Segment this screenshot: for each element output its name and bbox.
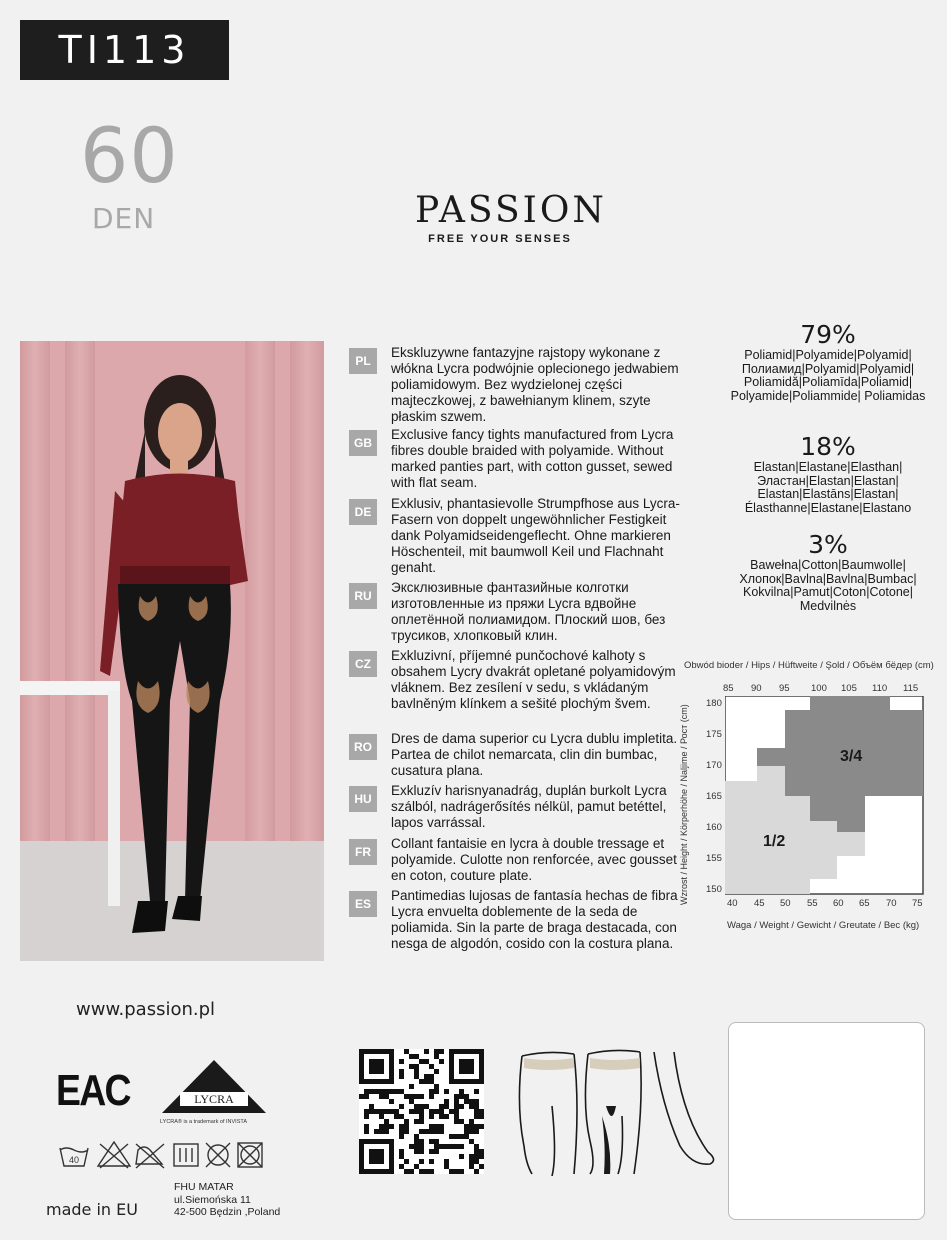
den-unit: DEN: [92, 202, 156, 235]
no-dry-clean-icon: [238, 1143, 262, 1167]
label-blank-box: [728, 1022, 925, 1220]
brand-logo: [415, 190, 607, 245]
description-text: Dres de dama superior cu Lycra dublu impletita. Partea de chilot nemarcata, clin din bumbac, cusatura plana.: [391, 731, 678, 778]
chart-hips-tick: 110: [872, 683, 888, 694]
lycra-logo-text: LYCRA: [194, 1092, 234, 1106]
address-line: FHU MATAR: [174, 1181, 234, 1193]
language-badge: CZ: [349, 651, 377, 677]
tights-silhouette-illustration: [512, 1046, 717, 1181]
product-code: TI113: [58, 28, 191, 72]
address-line: 42-500 Będzin ,Poland: [174, 1206, 281, 1218]
size-label-3-4: 3/4: [840, 748, 863, 765]
composition-item: [728, 320, 928, 403]
chart-weight-tick: 65: [859, 898, 870, 909]
care-symbols: [58, 1140, 268, 1175]
chart-title: Obwód bioder / Hips / Hüftweite / Şold / Объём бёдер (cm): [684, 660, 934, 671]
language-badge: ES: [349, 891, 377, 917]
language-badge: HU: [349, 786, 377, 812]
composition-materials: Bawełna|Cotton|Baumwolle| Хлопок|Bavlna|Bavlna|Bumbac| Kokvilna|Pamut|Coton|Cotone| Medvilnės: [739, 558, 917, 613]
address-line: ul.Siemońska 11: [174, 1193, 251, 1206]
composition-percent: 18%: [800, 432, 856, 461]
product-code-box: [20, 20, 229, 80]
description-text: Collant fantaisie en lycra à double tressage et polyamide. Culotte non renforcée, avec gousset en coton, couture plate.: [391, 836, 677, 883]
description-text: Exkluzivní, příjemné punčochové kalhoty s obsahem Lycry dvakrát opletané polyamidovým vláknem. Bez zesílení v sedu, s vkládaným bavlněným klínkem a sešité plochým švem.: [391, 648, 676, 711]
line-dry-icon: [174, 1144, 198, 1166]
composition-item: [728, 530, 928, 613]
chart-hips-tick: 105: [841, 683, 857, 694]
composition-percent: 79%: [800, 320, 856, 349]
description-text: Exclusive fancy tights manufactured from Lycra fibres double braided with polyamide. Without marked panties part, with cotton gusset, sewed with flat seam.: [391, 427, 674, 490]
language-badge: DE: [349, 499, 377, 525]
lycra-trademark-note: LYCRA® is a trademark of INVISTA: [160, 1119, 247, 1125]
den-value: 60: [80, 111, 179, 200]
chart-height-tick: 160: [706, 822, 722, 833]
brand-name: PASSION: [415, 190, 607, 231]
description-text: Pantimedias lujosas de fantasía hechas de fibra Lycra envuelta doblemente de la seda de poliamida. Sin la parte de braga destacada, con nesga de algodón, cosido con la costura plana.: [391, 888, 678, 951]
description-text: Exklusiv, phantasievolle Strumpfhose aus Lycra-Fasern von doppelt ungewöhnlicher Festigkeit dank Polyamidseidengeflecht. Ohne markieren Höschenteil, mit baumwoll Keil und Flachnaht genaht.: [391, 496, 680, 575]
chart-weight-tick: 45: [754, 898, 765, 909]
chart-weight-tick: 75: [912, 898, 923, 909]
chart-weight-tick: 60: [833, 898, 844, 909]
composition-item: [728, 432, 928, 515]
qr-code[interactable]: [359, 1049, 484, 1179]
language-badge: FR: [349, 839, 377, 865]
size-label-1-2: 1/2: [763, 833, 786, 850]
company-address: [174, 1181, 280, 1219]
chart-weight-tick: 40: [727, 898, 738, 909]
chart-hips-tick: 85: [723, 683, 734, 694]
composition-materials: Elastan|Elastane|Elasthan| Эластан|Elastan|Elastan| Elastan|Elastāns|Elastan| Élasthanne|Elastane|Elastano: [744, 460, 912, 515]
size-chart: [725, 696, 925, 896]
composition-percent: 3%: [808, 530, 848, 559]
chart-weight-tick: 55: [807, 898, 818, 909]
description-text: Ekskluzywne fantazyjne rajstopy wykonane z włókna Lycra podwójnie oplecionego jedwabiem poliamidowym. Bez wydzielonej części majteczkowej, z bawełnianym klinem, szyte płaskim szwem.: [391, 345, 679, 424]
chart-height-tick: 180: [706, 698, 722, 709]
description-text: Exkluzív harisnyanadrág, duplán burkolt Lycra szálból, nadrágerősítés nélkül, pamut betéttel, lapos varrással.: [391, 783, 667, 830]
wash-temp: 40: [68, 1155, 80, 1165]
chart-x-label: Waga / Weight / Gewicht / Greutate / Bec (kg): [727, 920, 920, 931]
description-text: Эксклюзивные фантазийные колготки изготовленные из пряжи Lycra вдвойне оплетённой полиамидом. Плоский шов, без трусиков, хлопковый клин.: [391, 580, 666, 643]
chart-height-tick: 175: [706, 729, 722, 740]
brand-tagline: FREE YOUR SENSES: [428, 233, 572, 245]
lycra-logo: [162, 1058, 266, 1123]
chart-hips-tick: 95: [779, 683, 790, 694]
chart-height-tick: 170: [706, 760, 722, 771]
website-link[interactable]: www.passion.pl: [76, 999, 216, 1020]
made-in-label: made in EU: [46, 1200, 138, 1219]
chart-y-label: Wzrost / Height / Körperhöhe / Naljime / Рост (cm): [679, 704, 689, 905]
composition-materials: Poliamid|Polyamide|Polyamid| Полиамид|Polyamid|Polyamid| Poliamidă|Poliamīda|Poliamid| Polyamide|Poliammide| Poliamidas: [730, 348, 926, 403]
chart-height-tick: 155: [706, 853, 722, 864]
no-bleach-icon: [98, 1142, 130, 1168]
eac-mark: EAC: [56, 1066, 130, 1115]
language-badge: RO: [349, 734, 377, 760]
chart-hips-tick: 115: [903, 683, 919, 694]
chart-hips-tick: 100: [811, 683, 827, 694]
language-badge: PL: [349, 348, 377, 374]
chart-height-tick: 150: [706, 884, 722, 895]
no-tumble-dry-icon: [136, 1144, 164, 1168]
chart-weight-tick: 50: [780, 898, 791, 909]
chart-height-tick: 165: [706, 791, 722, 802]
chart-weight-tick: 70: [886, 898, 897, 909]
product-photo: [20, 341, 324, 961]
language-badge: RU: [349, 583, 377, 609]
chart-hips-tick: 90: [751, 683, 762, 694]
language-badge: GB: [349, 430, 377, 456]
no-iron-icon: [206, 1143, 230, 1167]
